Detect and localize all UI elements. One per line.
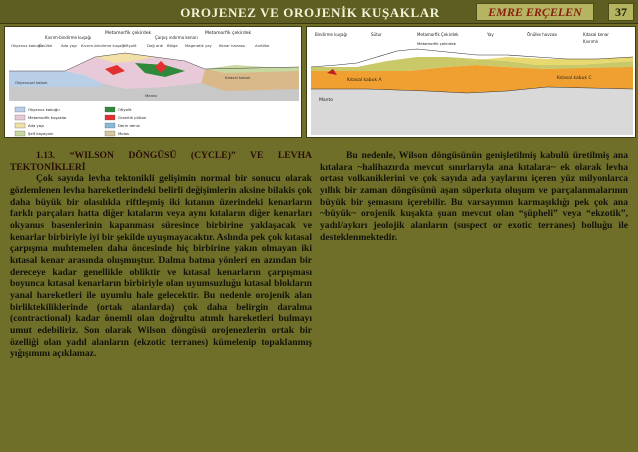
fig-label: Yay bbox=[487, 32, 494, 37]
legend-label: Derin deniz bbox=[118, 123, 140, 128]
fig-label: Kıtasal kabuk A bbox=[347, 78, 382, 83]
fig-label: Metamorfik Çekirdek bbox=[417, 32, 459, 37]
fig-label: Manto bbox=[145, 93, 157, 98]
right-text-column bbox=[320, 150, 628, 243]
legend-swatch bbox=[15, 107, 25, 112]
fig-label: Ada yayı bbox=[61, 43, 78, 48]
fig-label: Ardülke bbox=[255, 43, 270, 48]
fig-top-label: Çarpış ındırma kenarı bbox=[155, 35, 198, 40]
fig-top-label: Metamorfik çekirdek bbox=[105, 31, 152, 36]
page-number-badge: 37 bbox=[608, 3, 634, 21]
fig-label: Kıtasal kabuk C bbox=[557, 76, 592, 81]
legend-label: Metamorfik kuşaklar bbox=[28, 115, 67, 120]
legend bbox=[15, 107, 147, 136]
collision-orogen-figure bbox=[306, 26, 636, 138]
collision-section-svg bbox=[307, 27, 637, 139]
page-title: OROJENEZ VE OROJENİK KUŞAKLAR bbox=[180, 5, 440, 20]
author-badge: EMRE ERÇELEN bbox=[476, 3, 594, 21]
fig-label: Sütur bbox=[371, 32, 382, 37]
fig-label: Önülke havzası bbox=[527, 32, 558, 37]
legend-label: Granitik plüton bbox=[118, 115, 147, 120]
fig-label: Okyanus kabuğu bbox=[11, 43, 43, 48]
fig-top-label: Kıvrım-bindirme kuşağı bbox=[45, 35, 92, 40]
legend-swatch bbox=[15, 131, 25, 136]
fig-label: Kıtasal kabuk bbox=[225, 75, 251, 80]
fig-label: Kıvrım-bindirme kuşağı bbox=[81, 43, 125, 48]
legend-swatch bbox=[15, 123, 25, 128]
fig-label: Manto bbox=[319, 98, 334, 103]
header-bar bbox=[0, 0, 638, 24]
orogenic-belt-figure bbox=[4, 26, 302, 138]
legend-label: Şelf kayaçları bbox=[28, 131, 54, 136]
fig-label: Ofiyolit bbox=[123, 43, 137, 48]
legend-label: Ada yayı bbox=[28, 123, 45, 128]
fig-label: Okyanusal kabuk bbox=[15, 80, 48, 85]
fig-label: Kenar havzası bbox=[219, 43, 246, 48]
legend-label: Okyanus kabuğu bbox=[28, 107, 60, 112]
section-heading: 1.13. “WILSON DÖNGÜSÜ (CYCLE)” VE LEVHA TEKTONİKLERİ bbox=[10, 150, 312, 173]
left-text-column bbox=[10, 150, 312, 360]
right-paragraph: Bu nedenle, Wilson döngüsünün genişletilmiş kabulü üretilmiş ana kıtalara ~halihazırda mevcut sınırlarıyla ana kıtalara~ ek olarak levha ortası volkaniklerini ve çok sayıda ada yaylarını içeren yüz milyonlarca yıllık bir zaman döngüsünü aşan süperkıta oluşum ve parçalanmalarının büyük bir şemasını içerebilir. Bu varsayımın karmaşıklığı pek çok ana ~büyük~ orojenik kuşakta şuan mevcut olan “şüpheli” veya “ekzotik”, yadıl/aykırı jeolojik alanların (suspect or exotic terranes) bolluğu ile desteklenmektedir. bbox=[320, 150, 628, 243]
legend-swatch bbox=[105, 115, 115, 120]
fig-label: Önülke bbox=[39, 43, 53, 48]
fig-label: Kıvrımlı bbox=[583, 39, 598, 44]
fig-label: Bölge bbox=[167, 43, 178, 48]
legend-swatch bbox=[105, 107, 115, 112]
fig-label: Bindirme kuşağı bbox=[315, 32, 348, 37]
fig-label: Metamorfik çekirdek bbox=[417, 41, 456, 46]
legend-swatch bbox=[105, 123, 115, 128]
fig-label: Kıtasal kenar bbox=[583, 32, 609, 37]
legend-label: Molas bbox=[118, 131, 129, 136]
orogenic-section-svg bbox=[5, 27, 303, 139]
left-paragraph: Çok sayıda levha tektonikli gelişimin normal bir sonucu olarak gözlemlenen levha hareketlerindeki belirli değişimlerin aksine bilakis çok daha büyük bir olasılıkla riftleşmiş iki kıtanın üzerindeki kenarların farklı parçaları hatta diğer kıtaların veya aynı kıtaların diğer kenarları okyanus basenlerinin kapanması süresince birbirine yaklaşacak ve kenarlar birbiriyle iyi bir şekilde uyuşmayacaktır. Aslında pek çok kıtasal çarpışma muhtemelen daha öncesinde hiç birbirine yakın olmayan iki kıtasal kenar arasında oluşmuştur. Dalma batma yönleri en azından bir dereceye kadar genellikle obliktir ve kıtasal kenarların çarpışması boyunca kıtasal kenarların birbiriyle olan uyumsuzluğu kıtasal blokların yanal hareketleri ile uyumlu hale gelecektir. Bu nedenle orojenik alan birliktekiliklerinde (ortak alanlarda) çok daha belirgin daralma (contractional) kadar önemli olan doğrultu atımlı hareketleri bulmayı umut edebiliriz. Son olarak Wilson döngüsü orojenezlerin ortak bir özelliği olan yadıl alanların (ekzotic terranes) kümelenip topaklanmış yığışımını açıklamaz. bbox=[10, 173, 312, 360]
legend-swatch bbox=[105, 131, 115, 136]
legend-label: Ofiyolit bbox=[118, 107, 132, 112]
fig-label: Dağ ardı bbox=[147, 43, 164, 48]
fig-top-label: Metamorfik çekirdek bbox=[205, 31, 252, 36]
fig-label: Magmatik yay bbox=[185, 43, 212, 48]
legend-swatch bbox=[15, 115, 25, 120]
